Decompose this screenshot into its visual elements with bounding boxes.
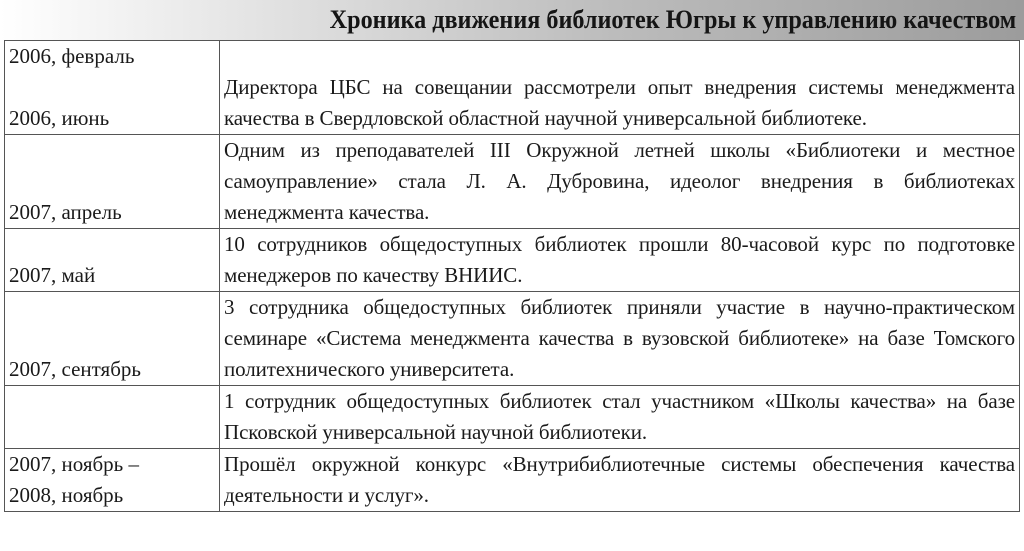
table-row (5, 449, 1020, 512)
table-row (5, 229, 1020, 292)
event-description: 3 сотрудника общедоступных библиотек приняли участие в научно-практическом семинаре «Система менеджмента качества в вузовской библиотеке» на базе Томского политехнического университета. (220, 292, 1020, 386)
date-label: 2007, май (9, 263, 96, 287)
table-row (5, 41, 1020, 135)
date-cell (5, 229, 220, 292)
date-label: 2006, февраль (9, 44, 135, 68)
table-row (5, 135, 1020, 229)
event-description: 10 сотрудников общедоступных библиотек прошли 80-часовой курс по подготовке менеджеров по качеству ВНИИС. (220, 229, 1020, 292)
title-bar (0, 0, 1024, 40)
event-description: Одним из преподавателей III Окружной летней школы «Библиотеки и местное самоуправление» стала Л. А. Дубровина, идеолог внедрения в библиотеках менеджмента качества. (220, 135, 1020, 229)
page-title: Хроника движения библиотек Югры к управлению качеством (329, 5, 1016, 34)
date-label: 2006, июнь (9, 106, 110, 130)
event-description: Директора ЦБС на совещании рассмотрели опыт внедрения системы менеджмента качества в Свердловской областной научной универсальной библиотеке. (220, 41, 1020, 135)
event-description: Прошёл окружной конкурс «Внутрибиблиотечные системы обеспечения качества деятельности и услуг». (220, 449, 1020, 512)
date-label: 2007, сентябрь (9, 357, 141, 381)
table-row (5, 386, 1020, 449)
date-cell (5, 41, 220, 135)
table-row (5, 292, 1020, 386)
date-cell (5, 135, 220, 229)
chronicle-table (4, 40, 1020, 512)
date-cell (5, 292, 220, 386)
date-cell (5, 386, 220, 449)
date-label: 2007, апрель (9, 200, 122, 224)
date-cell (5, 449, 220, 512)
date-label: 2007, ноябрь – (9, 452, 140, 476)
event-description: 1 сотрудник общедоступных библиотек стал участником «Школы качества» на базе Псковской универсальной научной библиотеки. (220, 386, 1020, 449)
date-label: 2008, ноябрь (9, 483, 124, 507)
